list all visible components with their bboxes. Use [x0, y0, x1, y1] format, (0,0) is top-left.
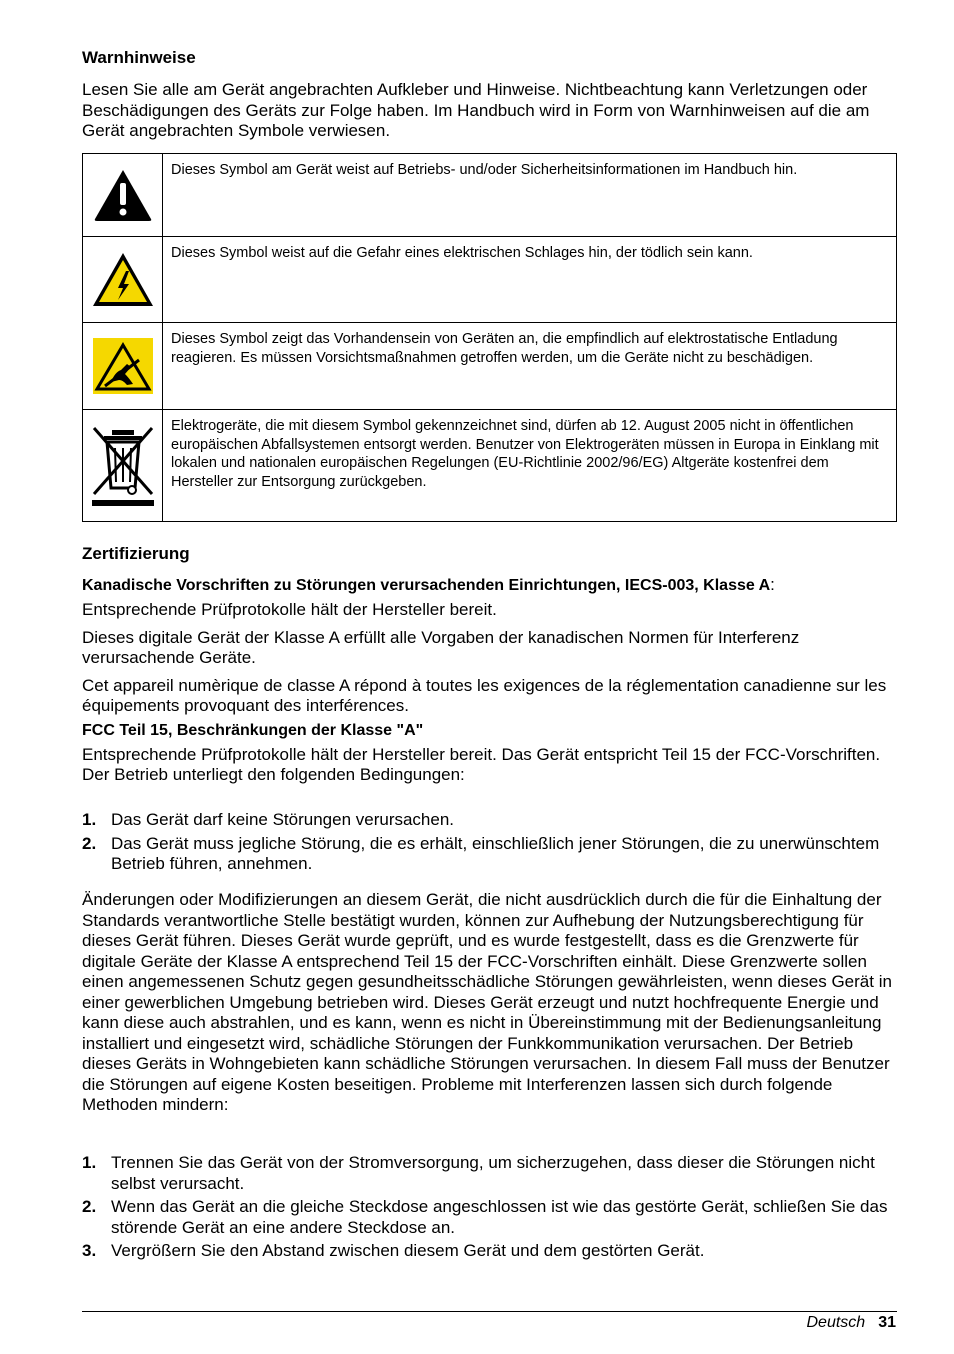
canada-paragraph: Dieses digitale Gerät der Klasse A erfüllt alle Vorgaben der kanadischen Normen für Interferenz verursachende Geräte. [82, 627, 800, 667]
symbol-row [83, 237, 897, 323]
canada-title: Kanadische Vorschriften zu Störungen verursachenden Einrichtungen, IECS-003, Klasse A [82, 577, 771, 594]
symbol-icon-cell [83, 237, 163, 323]
list-text: Das Gerät darf keine Störungen verursachen. [111, 810, 455, 829]
list-number: 2. [82, 833, 97, 853]
footer-rule [82, 1311, 897, 1312]
symbol-icon-cell [83, 323, 163, 410]
list-item [82, 810, 897, 831]
symbol-description: Elektrogeräte, die mit diesem Symbol gekennzeichnet sind, dürfen ab 12. August 2005 nicht in öffentlichen europäischen Abfallsystemen entsorgt werden. Benutzer von Elektrogeräten müssen in Europa in Einklang mit lokalen und nationalen europäischen Regelungen (EU-Richtlinie 2002/96/EG) Altgeräte kostenfrei dem Hersteller zur Entsorgung zurückgeben. [163, 410, 897, 522]
weee-bin-icon [90, 424, 156, 508]
canada-title-colon: : [770, 575, 775, 594]
page-number: 31 [878, 1314, 896, 1331]
list-item [82, 1197, 897, 1238]
list-number: 1. [82, 810, 97, 829]
certification-heading: Zertifizierung [82, 544, 190, 563]
warnings-intro: Lesen Sie alle am Gerät angebrachten Aufkleber und Hinweise. Nichtbeachtung kann Verletzungen oder Beschädigungen des Geräts zur Folge haben. Im Handbuch wird in Form von Warnhinweisen auf die am Gerät angebrachten Symbole verwiesen. [82, 80, 870, 140]
symbol-row [83, 154, 897, 237]
symbols-table [82, 153, 897, 522]
warnings-heading: Warnhinweise [82, 48, 196, 67]
list-item [82, 834, 897, 875]
list-number: 1. [82, 1153, 97, 1172]
remedies-list [82, 1153, 897, 1265]
fcc-paragraph: Entsprechende Prüfprotokolle hält der Hersteller bereit. Das Gerät entspricht Teil 15 der FCC-Vorschriften. Der Betrieb unterliegt den folgenden Bedingungen: [82, 744, 881, 784]
symbol-description: Dieses Symbol zeigt das Vorhandensein von Geräten an, die empfindlich auf elektrostatische Entladung reagieren. Es müssen Vorsichtsmaßnahmen getroffen werden, um die Geräte nicht zu beschädigen. [163, 323, 897, 410]
list-item [82, 1241, 897, 1262]
symbol-row [83, 323, 897, 410]
canada-title-line [82, 575, 897, 596]
symbol-description: Dieses Symbol am Gerät weist auf Betriebs- und/oder Sicherheitsinformationen im Handbuch hin. [163, 154, 897, 237]
fcc-conditions-list [82, 810, 897, 878]
list-text: Trennen Sie das Gerät von der Stromversorgung, um sicherzugehen, dass dieser die Störungen nicht selbst verursacht. [111, 1153, 875, 1193]
warning-triangle-icon [93, 168, 153, 222]
list-text: Wenn das Gerät an die gleiche Steckdose angeschlossen ist wie das gestörte Gerät, schließen Sie das störende Gerät an eine andere Steckdose an. [111, 1197, 888, 1237]
canada-paragraph-fr: Cet appareil numèrique de classe A répond à toutes les exigences de la réglementation canadienne sur les équipements provoquant des interférences. [82, 675, 887, 715]
list-text: Vergrößern Sie den Abstand zwischen diesem Gerät und dem gestörten Gerät. [111, 1241, 705, 1260]
list-item [82, 1153, 897, 1194]
list-number: 2. [82, 1197, 97, 1216]
symbol-icon-cell [83, 154, 163, 237]
fcc-title: FCC Teil 15, Beschränkungen der Klasse "A" [82, 721, 424, 739]
changes-paragraph: Änderungen oder Modifizierungen an diesem Gerät, die nicht ausdrücklich durch die für die Einhaltung der Standards verantwortliche Stelle bestätigt wurden, können zur Aufhebung der Nutzungsberechtigung für dieses Gerät führen. Dieses Gerät wurde geprüft, und es wurde festgestellt, dass es die Grenzwerte für digitale Geräte der Klasse A entsprechend Teil 15 der FCC-Vorschriften einhält. Diese Grenzwerte sollen einen angemessenen Schutz gegen gesundheitsschädliche Störungen gewährleisten, wenn dieses Gerät in einer gewerblichen Umgebung betrieben wird. Dieses Gerät erzeugt und nutzt hochfrequente Energie und kann diese auch abstrahlen, und es kann, wenn es nicht in Übereinstimmung mit der Bedienungsanleitung installiert und eingesetzt wird, schädliche Störungen der Funkkommunikation verursachen. Der Betrieb dieses Geräts in Wohngebieten kann schädliche Störungen verursachen. In diesem Fall muss der Benutzer die Störungen auf eigene Kosten beseitigen. Probleme mit Interferenzen lassen sich durch folgende Methoden mindern: [82, 890, 892, 1114]
footer-language: Deutsch [806, 1314, 866, 1331]
symbol-row [83, 410, 897, 522]
symbol-description: Dieses Symbol weist auf die Gefahr eines elektrischen Schlages hin, der tödlich sein kann. [163, 237, 897, 323]
page-footer [807, 1313, 897, 1333]
certification-body [82, 575, 897, 793]
symbol-icon-cell [83, 410, 163, 522]
electric-shock-icon [91, 251, 155, 309]
esd-icon [91, 336, 155, 396]
list-text: Das Gerät muss jegliche Störung, die es erhält, einschließlich jener Störungen, die zu unerwünschtem Betrieb führen, annehmen. [111, 833, 880, 873]
canada-paragraph: Entsprechende Prüfprotokolle hält der Hersteller bereit. [82, 600, 497, 619]
list-number: 3. [82, 1241, 97, 1260]
